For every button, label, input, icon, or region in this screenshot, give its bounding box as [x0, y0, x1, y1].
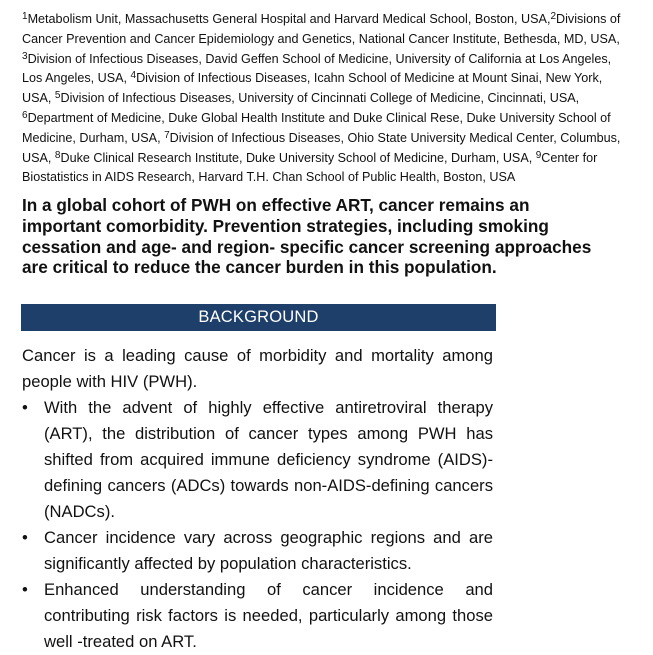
affiliation-number: 6 [22, 109, 28, 121]
section-header-background [21, 304, 496, 331]
bullet-icon: • [22, 580, 28, 599]
affiliation-text: Division of Infectious Diseases, University of Cincinnati College of Medicine, Cincinnati, USA, [60, 91, 580, 106]
key-takeaway-headline: In a global cohort of PWH on effective ART, cancer remains an important comorbidity. Prevention strategies, including smoking cessation and age- and region- specific cancer screening approaches are critical to reduce the cancer burden in this population. [22, 195, 592, 278]
author-affiliations [22, 10, 634, 188]
affiliation-text: Duke Clinical Research Institute, Duke University School of Medicine, Durham, USA, [60, 150, 536, 165]
affiliation-text: Metabolism Unit, Massachusetts General Hospital and Harvard Medical School, Boston, USA, [27, 12, 551, 26]
affiliation-number: 2 [550, 11, 556, 22]
background-bullet-list [22, 395, 493, 655]
bullet-icon: • [22, 528, 28, 547]
affiliation-number: 9 [535, 149, 542, 161]
bullet-text: Cancer incidence vary across geographic regions and are significantly affected by population characteristics. [44, 528, 493, 573]
background-content [22, 343, 493, 655]
list-item [22, 577, 493, 655]
affiliation-number: 5 [54, 90, 61, 102]
affiliation-number: 4 [130, 70, 137, 82]
bullet-text: With the advent of highly effective antiretroviral therapy (ART), the distribution of cancer types among PWH has shifted from acquired immune deficiency syndrome (AIDS)-defining cancers (ADCs) towards non-AIDS-defining cancers (NADCs). [44, 398, 493, 521]
bullet-icon: • [22, 398, 28, 417]
list-item [22, 395, 493, 525]
affiliation-text: Division of Infectious Diseases, Icahn School of Medicine at Mount Sinai, New York, USA, [22, 71, 603, 106]
affiliation-number: 3 [22, 50, 28, 62]
background-intro: Cancer is a leading cause of morbidity and mortality among people with HIV (PWH). [22, 346, 493, 391]
affiliation-text: Division of Infectious Diseases, Ohio State University Medical Center, Columbus, USA, [22, 130, 621, 165]
affiliation-number: 1 [22, 11, 28, 22]
list-item [22, 525, 493, 577]
affiliation-number: 8 [54, 149, 61, 161]
section-title: BACKGROUND [198, 308, 319, 326]
affiliation-number: 7 [164, 129, 170, 141]
affiliation-text: Divisions of Cancer Prevention and Cancer Epidemiology and Genetics, National Cancer Institute, Bethesda, MD, USA, [22, 12, 621, 46]
affiliation-text: Division of Infectious Diseases, David Geffen School of Medicine, University of California at Los Angeles, Los Angeles, USA, [22, 51, 612, 86]
bullet-text: Enhanced understanding of cancer incidence and contributing risk factors is needed, particularly among those well -treated on ART. [44, 580, 493, 651]
affiliation-text: Center for Biostatistics in AIDS Research, Harvard T.H. Chan School of Public Health, Boston, USA [22, 150, 598, 185]
affiliation-text: Department of Medicine, Duke Global Health Institute and Duke Clinical Rese, Duke University School of Medicine, Durham, USA, [22, 110, 611, 145]
